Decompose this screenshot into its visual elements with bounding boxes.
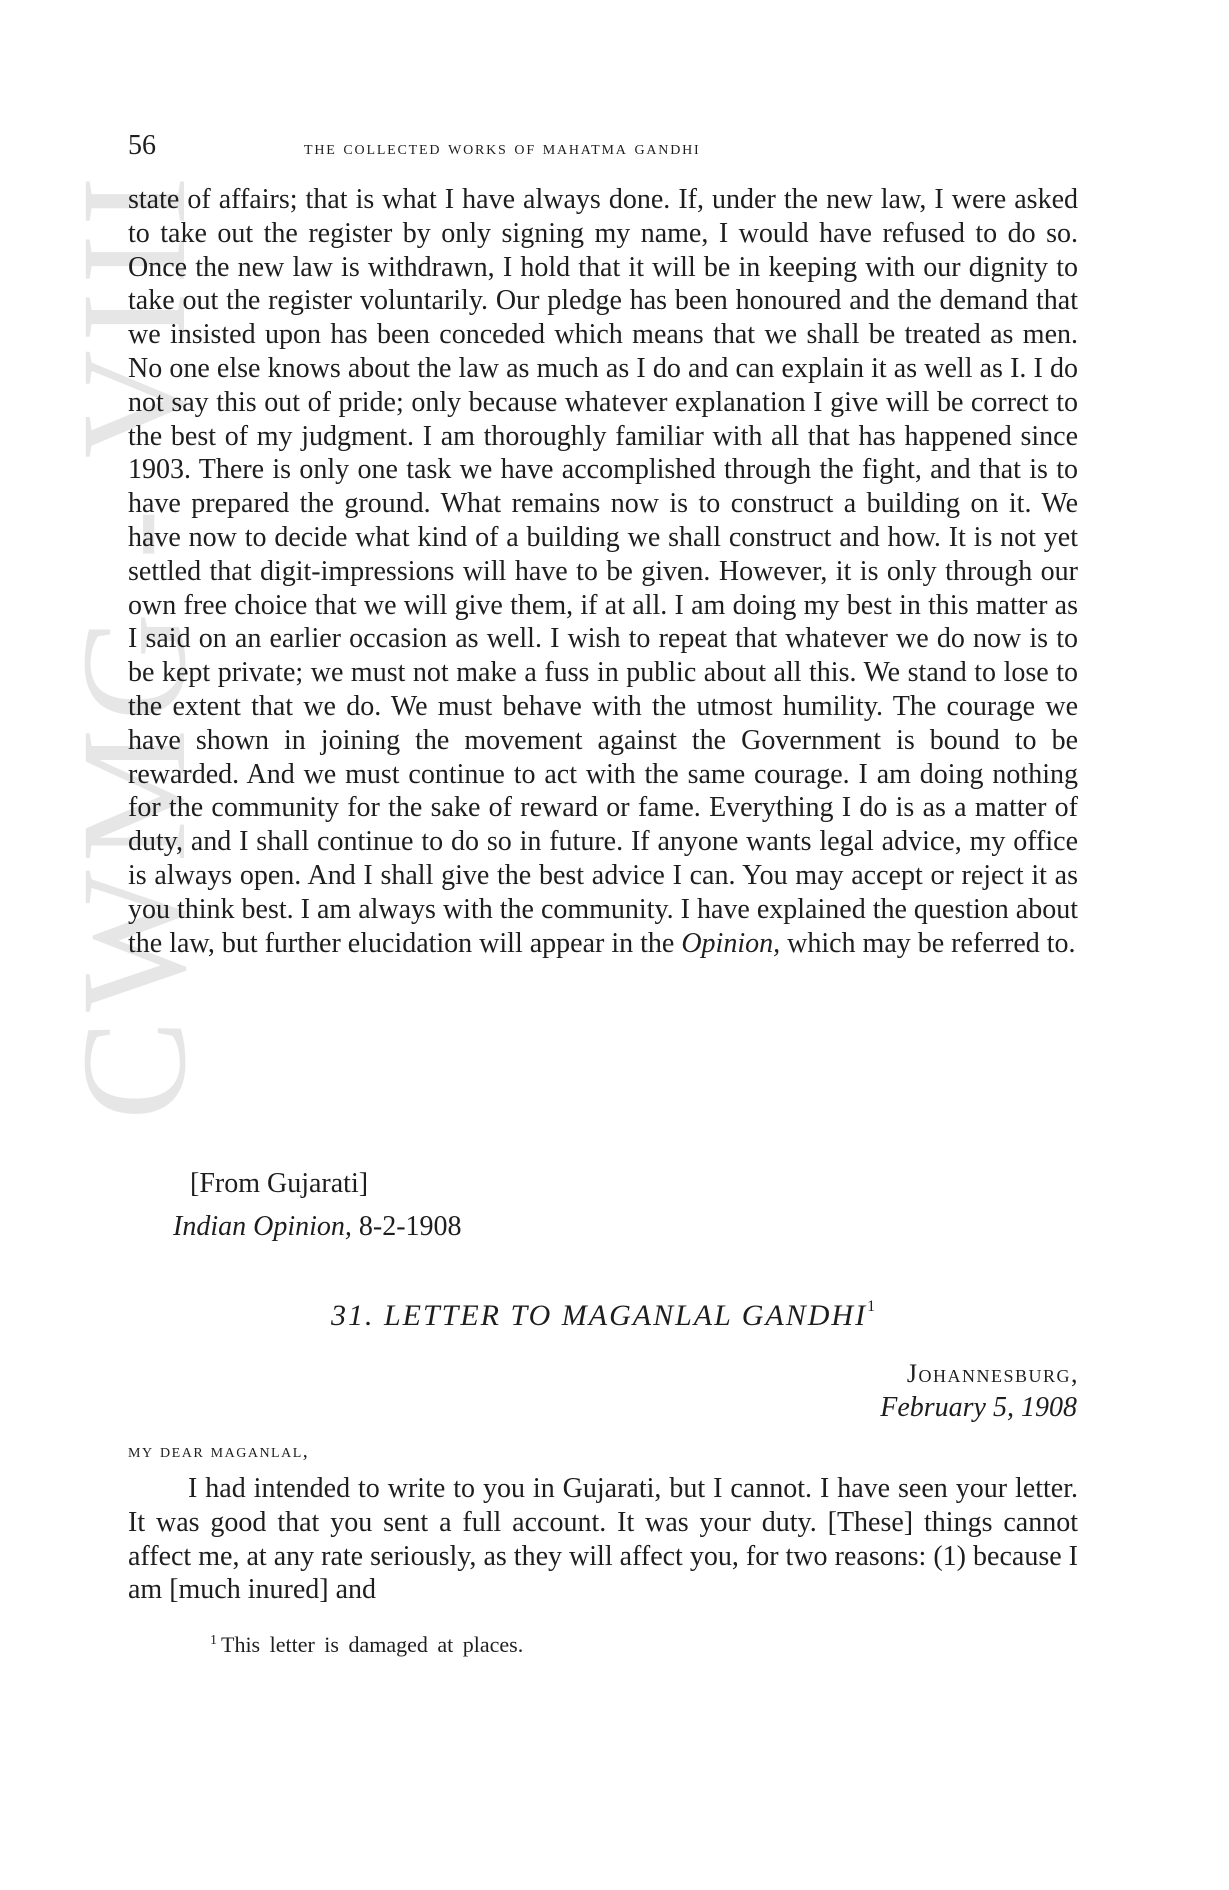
citation-date: 8-2-1908	[358, 1211, 462, 1242]
footnote-marker: 1	[210, 1633, 217, 1648]
body-paragraph-end: which may be referred to.	[787, 927, 1076, 959]
heading-footnote-marker: 1	[867, 1298, 876, 1315]
footnote	[210, 1632, 523, 1658]
citation-publication: Indian Opinion,	[173, 1211, 352, 1242]
letter-body	[128, 1472, 1078, 1607]
letter-date: February 5, 1908	[880, 1392, 1077, 1423]
running-head-title: the collected works of mahatma gandhi	[304, 137, 701, 159]
letter-paragraph: I had intended to write to you in Gujarati, but I cannot. I have seen your letter. It was good that you sent a full account. It was your duty. [These] things cannot affect me, at any rate seriously, as they will affect you, for two reasons: (1) because I am [much inured] and	[128, 1473, 1078, 1606]
cwmg-watermark: CWMG - VIII	[51, 168, 217, 1120]
letter-salutation: my dear maganlal,	[128, 1440, 310, 1462]
body-paragraph-italic: Opinion,	[681, 927, 781, 959]
letter-place: Johannesburg,	[906, 1359, 1079, 1388]
section-heading	[128, 1298, 1078, 1333]
footnote-text: This letter is damaged at places.	[221, 1632, 524, 1657]
source-note: [From Gujarati]	[190, 1168, 369, 1199]
page-number: 56	[128, 130, 156, 161]
body-paragraph-text: state of affairs; that is what I have always done. If, under the new law, I were asked to take out the register by only signing my name, I would have refused to do so. Once the new law is withdrawn, I hold that it will be in keeping with our dignity to take out the register voluntarily. Our pledge has been honoured and the demand that we insisted upon has been conceded which means that we shall be treated as men. No one else knows about the law as much as I do and can explain it as well as I. I do not say this out of pride; only because whatever explanation I give will be correct to the best of my judgment. I am thoroughly familiar with all that has happened since 1903. There is only one task we have accomplished through the fight, and that is to have prepared the ground. What remains now is to construct a building on it. We have now to decide what kind of a building we shall construct and how. It is not yet settled that digit-impressions will have to be given. However, it is only through our own free choice that we will give them, if at all. I am doing my best in this matter as I said on an earlier occasion as well. I wish to repeat that whatever we do now is to be kept private; we must not make a fuss in public about all this. We stand to lose to the extent that we do. We must behave with the utmost humility. The courage we have shown in joining the movement against the Government is bound to be rewarded. And we must continue to act with the same courage. I am doing nothing for the community for the sake of reward or fame. Everything I do is as a matter of duty, and I shall continue to do so in future. If anyone wants legal advice, my office is always open. And I shall give the best advice I can. You may accept or reject it as you think best. I am always with the community. I have explained the question about the law, but further elucidation will appear in the	[128, 184, 1078, 959]
running-head	[128, 130, 1078, 170]
source-citation	[173, 1211, 462, 1243]
main-body	[128, 183, 1078, 960]
body-paragraph	[128, 183, 1078, 960]
section-heading-text: 31. LETTER TO MAGANLAL GANDHI	[330, 1299, 868, 1332]
